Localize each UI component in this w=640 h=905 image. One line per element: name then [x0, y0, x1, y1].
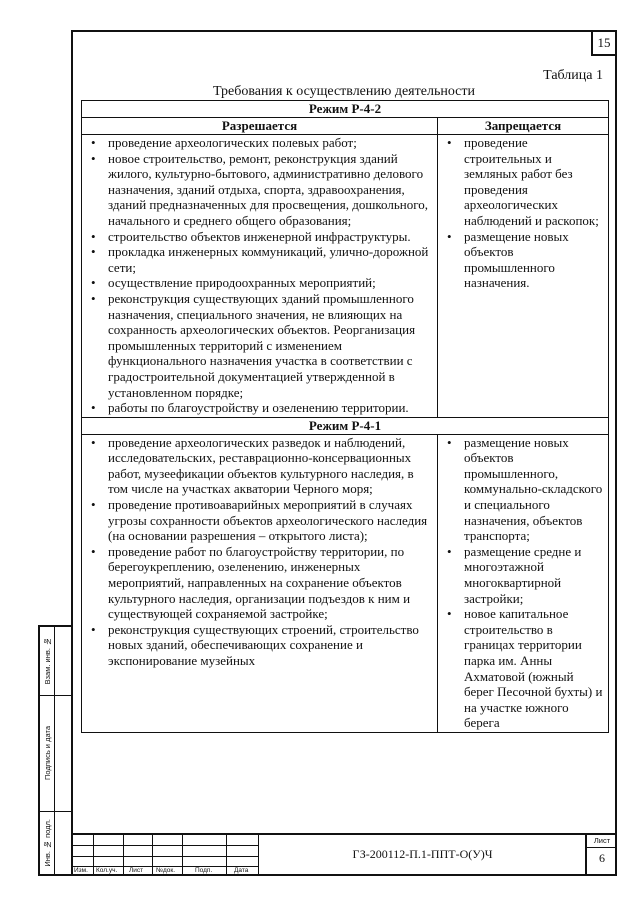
sheet-label: Лист [587, 836, 617, 848]
stamp-role-label: Изм. [74, 867, 88, 874]
stamp-role-label: Кол.уч. [96, 867, 118, 874]
allowed-list [88, 135, 433, 416]
table-caption: Требования к осуществлению деятельности [213, 84, 475, 99]
list-item: • реконструкция существующих зданий промышленного назначения, специального значения, не влияющих на сохранность археологических объектов. Реорганизация промышленных территорий с изменением функционального назначения участка в соответствии с градостроительной документацией утвержденной в установленном порядке; [108, 291, 433, 400]
title-block [71, 833, 617, 876]
sheet-box [585, 835, 617, 876]
forbidden-list [444, 135, 604, 291]
regime-title: Режим Р-4-2 [82, 101, 609, 118]
list-item: • проведение строительных и земляных работ без проведения археологических наблюдений и раскопок; [464, 135, 604, 229]
regime-title: Режим Р-4-1 [82, 417, 609, 434]
list-item: • размещение средне и многоэтажной многоквартирной застройки; [464, 544, 604, 606]
left-stamp-label: Подпись и дата [42, 726, 52, 780]
list-item: • новое строительство, ремонт, реконструкция зданий жилого, культурно-бытового, административно делового назначения, зданий отдыха, спорта, здравоохранения, зданий предназначенных для просвещения, дошкольного, начального и среднего общего образования; [108, 151, 433, 229]
forbidden-list [444, 435, 604, 731]
forbidden-header: Запрещается [438, 118, 609, 135]
stamp-role-label: Подп. [195, 867, 213, 874]
list-item: • проведение археологических разведок и наблюдений, исследовательских, реставрационно-консервационных работ, музеефикации объектов культурного наследия, в том числе на участках акватории Черного моря; [108, 435, 433, 497]
list-item: • работы по благоустройству и озеленению территории. [108, 400, 433, 416]
table-label: Таблица 1 [543, 68, 603, 83]
stamp-role-label: №док. [156, 867, 176, 874]
list-item: • строительство объектов инженерной инфраструктуры. [108, 229, 433, 245]
list-item: • проведение работ по благоустройству территории, по берегоукреплению, озеленению, инженерных мероприятий, направленных на сохранение объектов культурного наследия, организации подъездов к ним и существующей сохраняемой застройке; [108, 544, 433, 622]
left-stamp [38, 625, 71, 876]
sheet-number: 6 [599, 851, 605, 865]
forbidden-cell [438, 135, 609, 418]
allowed-cell [82, 135, 438, 418]
list-item: • проведение археологических полевых работ; [108, 135, 433, 151]
list-item: • размещение новых объектов промышленного, коммунально-складского и специального назначения, объектов транспорта; [464, 435, 604, 544]
stamp-role-label: Лист [129, 867, 144, 874]
list-item: • новое капитальное строительство в границах территории парка им. Анны Ахматовой (южный берег Песочной бухты) и на участке южного берега [464, 606, 604, 731]
allowed-cell [82, 434, 438, 732]
allowed-list [88, 435, 433, 669]
document-frame [71, 30, 617, 876]
list-item: • осуществление природоохранных мероприятий; [108, 275, 433, 291]
list-item: • реконструкция существующих строений, строительство новых зданий, обеспечивающих сохранение и экспонирование музейных [108, 622, 433, 669]
list-item: • проведение противоаварийных мероприятий в случаях угрозы сохранности объектов археологического наследия (на основании разрешения – открытого листа); [108, 497, 433, 544]
page-number: 15 [591, 30, 617, 56]
forbidden-cell [438, 434, 609, 732]
left-stamp-label: Инв. № подл. [42, 818, 52, 867]
list-item: • прокладка инженерных коммуникаций, улично-дорожной сети; [108, 244, 433, 275]
requirements-table [81, 100, 609, 733]
left-stamp-label: Взам. инв. № [42, 637, 52, 685]
document-code: ГЗ-200112-П.1-ППТ-О(У)Ч [352, 847, 493, 861]
stamp-role-label: Дата [234, 867, 249, 874]
list-item: • размещение новых объектов промышленного назначения. [464, 229, 604, 291]
allowed-header: Разрешается [82, 118, 438, 135]
